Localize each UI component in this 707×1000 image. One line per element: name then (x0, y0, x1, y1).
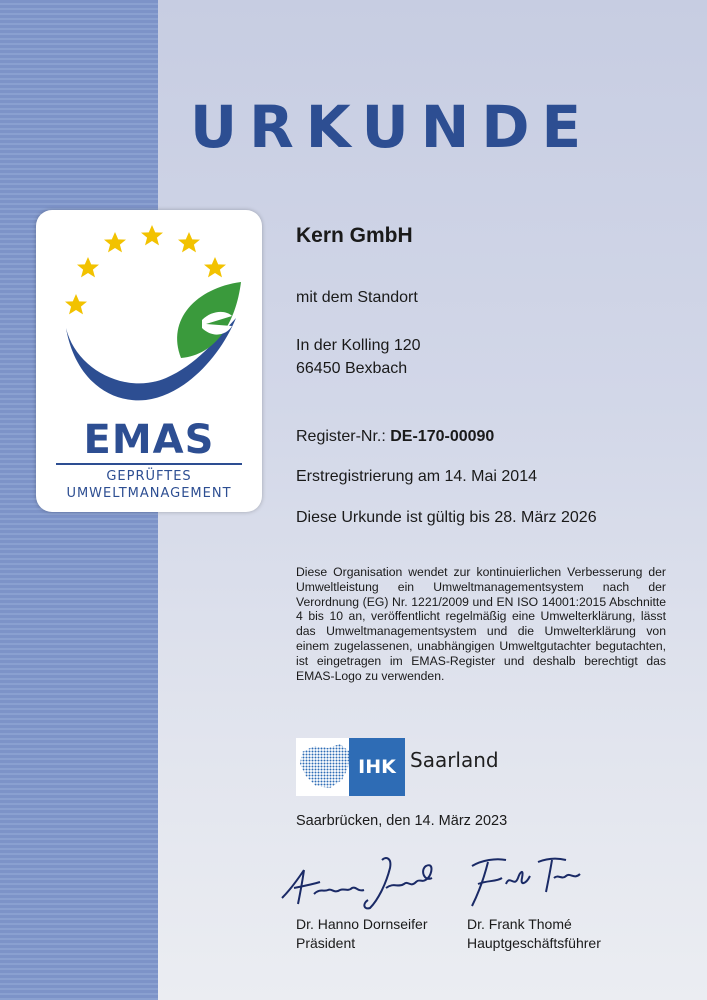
company-name: Kern GmbH (296, 224, 413, 247)
register-value: DE-170-00090 (390, 428, 495, 445)
ihk-logo (296, 738, 556, 796)
emas-subtitle-line1: GEPRÜFTES (106, 469, 192, 484)
signatory-1-name: Dr. Hanno Dornseifer (296, 916, 428, 932)
ihk-abbreviation: IHK (349, 738, 405, 796)
signature-dornseifer-icon (274, 848, 444, 912)
emas-stars-and-swoosh-icon (36, 210, 262, 420)
validity-date: Diese Urkunde ist gültig bis 28. März 2026 (296, 509, 597, 526)
emas-wordmark: EMAS (83, 417, 215, 463)
site-label: mit dem Standort (296, 289, 418, 306)
emas-subtitle-line2: UMWELTMANAGEMENT (66, 486, 232, 501)
saarland-map-icon (296, 738, 354, 796)
first-registration: Erstregistrierung am 14. Mai 2014 (296, 468, 537, 485)
certificate-title: URKUNDE (190, 93, 594, 161)
signatory-2-role: Hauptgeschäftsführer (467, 935, 601, 951)
address-line1: In der Kolling 120 (296, 337, 421, 354)
register-label: Register-Nr.: (296, 428, 391, 445)
signatory-2-name: Dr. Frank Thomé (467, 916, 572, 932)
ihk-region-name: Saarland (410, 748, 499, 772)
place-and-date: Saarbrücken, den 14. März 2023 (296, 813, 508, 829)
signatory-1-role: Präsident (296, 935, 356, 951)
certificate-body-text: Diese Organisation wendet zur kontinuierlichen Verbesserung der Umweltleistung ein Umweltmanagementsystem nach der Verordnung (EG) Nr. 1221/2009 und EN ISO 14001:2015 Abschnitte 4 bis 10 an, veröffentlicht regelmäßig eine Umwelterklärung, lässt das Umweltmanagementsystem und die Umwelterklärung von einem zugelassenen, unabhängigen Umweltgutachter begutachten, ist eingetragen im EMAS-Register und deshalb berechtigt das EMAS-Logo zu verwenden. (296, 565, 666, 683)
emas-logo (36, 210, 262, 512)
register-number (296, 428, 494, 446)
signature-thome-icon (462, 848, 592, 912)
emas-divider (56, 463, 242, 465)
address-line2: 66450 Bexbach (296, 360, 408, 377)
